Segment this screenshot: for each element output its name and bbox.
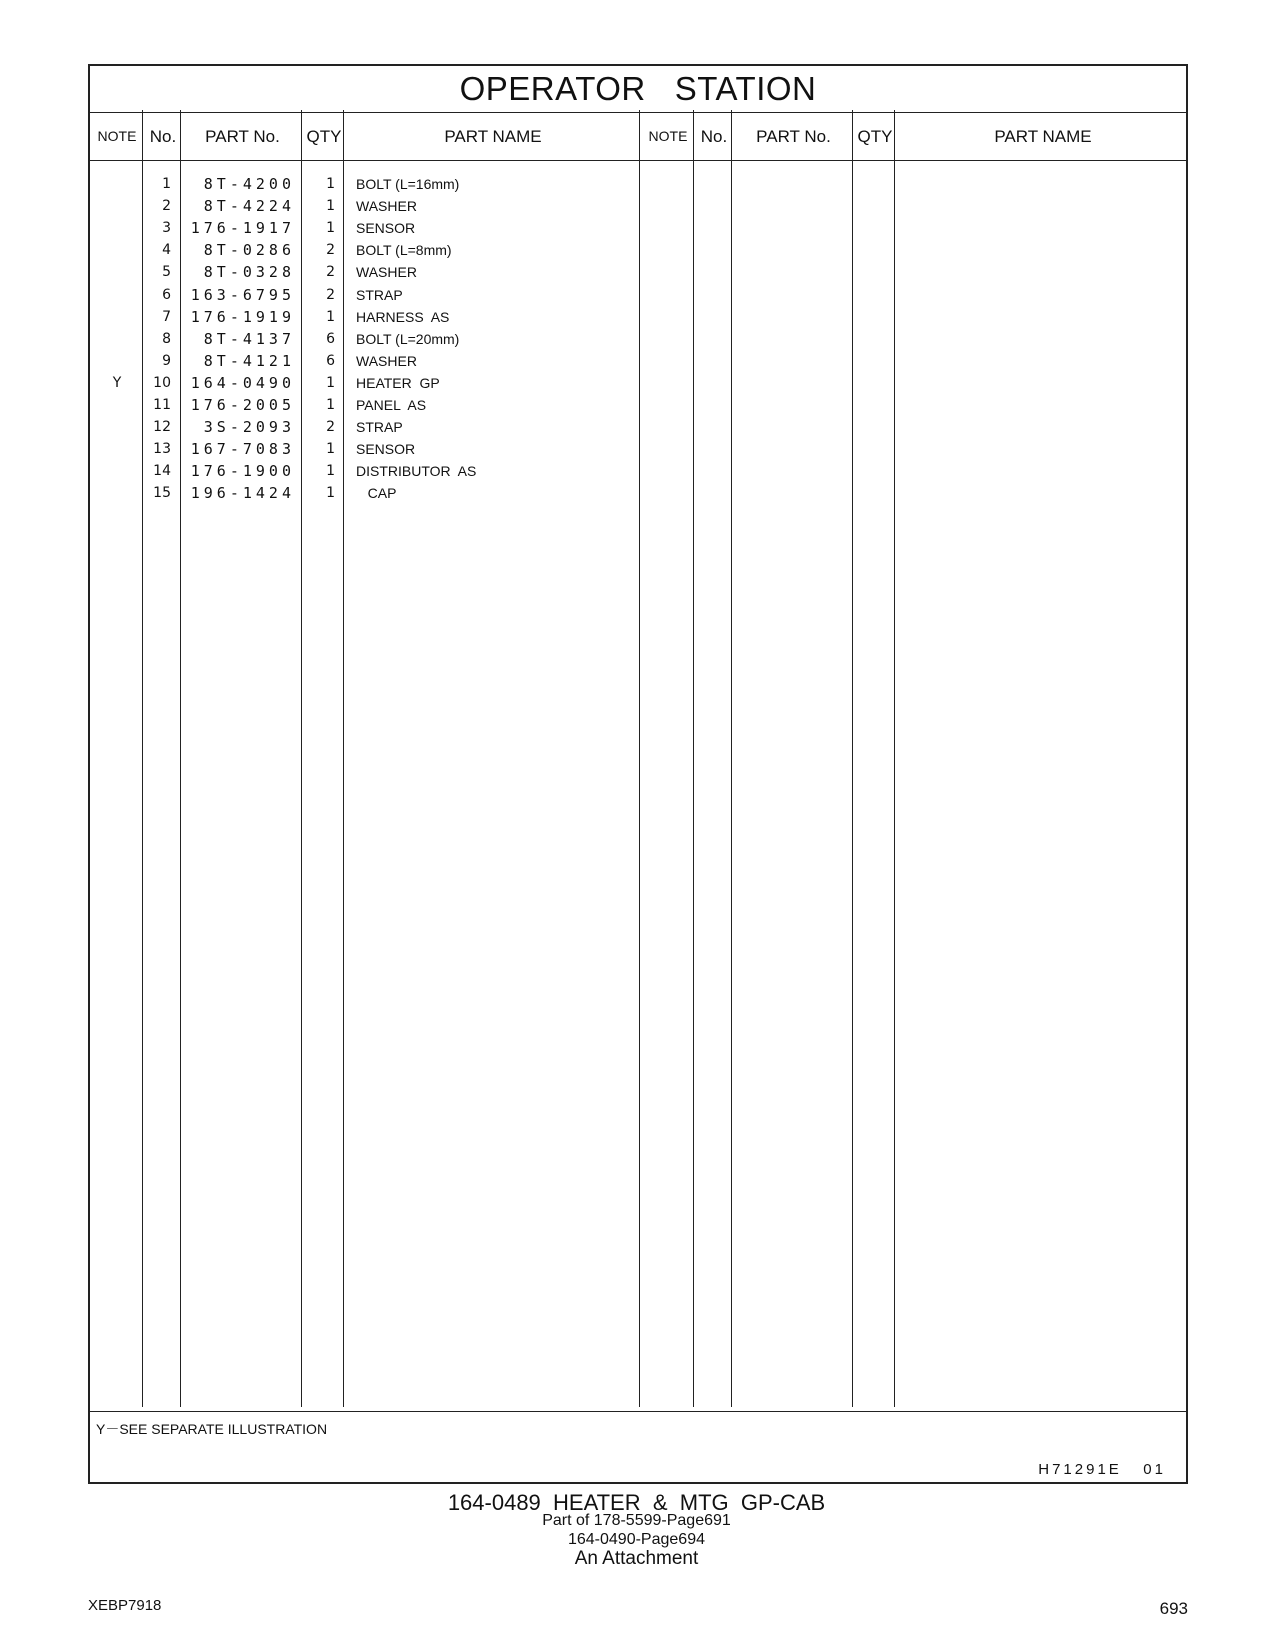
row-number: 5 (162, 264, 171, 281)
page-number: 693 (1159, 1599, 1188, 1618)
row-number: 7 (162, 308, 171, 325)
row-part-name: WASHER (356, 352, 417, 369)
illustration-code: H71291E 01 (1038, 1461, 1166, 1478)
row-part-name: PANEL AS (356, 397, 427, 413)
header-no-left: No. (149, 127, 177, 146)
row-part-number: 3S-2093 (203, 418, 295, 437)
table-row (90, 239, 1190, 262)
row-quantity: 2 (326, 264, 335, 281)
row-part-name: STRAP (356, 419, 403, 436)
table-row (90, 438, 1190, 461)
table-row (90, 306, 1190, 329)
table-row (90, 195, 1190, 218)
row-part-number: 8T-4137 (203, 329, 295, 348)
row-quantity: 2 (326, 242, 335, 259)
divider (142, 110, 143, 1407)
row-number: 10 (153, 374, 171, 391)
row-part-number: 8T-0328 (203, 263, 295, 282)
table-row (90, 350, 1190, 373)
column-header-row (90, 113, 1186, 161)
row-part-name: DISTRIBUTOR AS (356, 463, 477, 480)
group-title: 164-0489 HEATER & MTG GP-CAB (447, 1490, 826, 1515)
row-quantity: 1 (326, 441, 335, 458)
row-part-number: 8T-0286 (203, 241, 295, 260)
row-part-name: SENSOR (356, 441, 416, 458)
row-number: 14 (153, 463, 171, 480)
row-part-name: BOLT (L=8mm) (356, 242, 452, 259)
row-number: 2 (162, 198, 171, 215)
row-part-name: BOLT (L=16mm) (356, 176, 460, 192)
attachment-label: An Attachment (574, 1548, 699, 1569)
table-row (90, 261, 1190, 284)
header-qty-left: QTY (306, 127, 342, 146)
row-number: 15 (153, 485, 171, 502)
row-part-name: WASHER (356, 198, 417, 215)
section-title: OPERATOR STATION (90, 66, 1186, 113)
row-quantity: 1 (326, 308, 335, 325)
row-part-name: CAP (356, 485, 397, 502)
row-number: 9 (162, 352, 171, 369)
parent-reference: Part of 178-5599-Page691 (542, 1512, 731, 1529)
divider (639, 110, 640, 1407)
row-number: 11 (153, 397, 171, 413)
row-part-number: 167-7083 (190, 440, 295, 459)
header-note-left: NOTE (97, 128, 137, 144)
row-quantity: 1 (326, 374, 335, 391)
table-row (90, 482, 1190, 505)
row-quantity: 1 (326, 176, 335, 192)
header-part-name-left: PART NAME (444, 127, 542, 146)
row-quantity: 1 (326, 397, 335, 413)
table-row (90, 460, 1190, 483)
header-no-right: No. (700, 127, 728, 146)
document-id: XEBP7918 (88, 1597, 162, 1614)
row-number: 3 (162, 220, 171, 237)
divider (693, 110, 694, 1407)
row-note: Y (112, 374, 122, 391)
row-quantity: 6 (326, 352, 335, 369)
row-part-number: 176-1919 (190, 307, 295, 326)
divider (180, 110, 181, 1407)
table-row (90, 328, 1190, 351)
table-row (90, 372, 1190, 395)
row-quantity: 6 (326, 330, 335, 347)
row-number: 8 (162, 330, 171, 347)
row-part-number: 8T-4224 (203, 197, 295, 216)
row-part-number: 176-1900 (190, 462, 295, 481)
row-quantity: 1 (326, 463, 335, 480)
row-number: 12 (153, 419, 171, 436)
footnote: Y－SEE SEPARATE ILLUSTRATION (96, 1421, 328, 1437)
row-part-name: HEATER GP (356, 374, 440, 391)
row-part-name: STRAP (356, 286, 403, 303)
header-qty-right: QTY (857, 127, 893, 146)
parts-table-body (90, 161, 1186, 1478)
row-number: 13 (153, 441, 171, 458)
row-part-name: SENSOR (356, 220, 416, 237)
table-row (90, 173, 1190, 196)
divider (852, 110, 853, 1407)
parts-list-sheet (88, 64, 1188, 1484)
child-reference: 164-0490-Page694 (567, 1531, 705, 1548)
row-part-number: 8T-4121 (203, 351, 295, 370)
row-part-number: 164-0490 (190, 373, 295, 392)
header-note-right: NOTE (648, 128, 688, 144)
row-quantity: 2 (326, 286, 335, 303)
row-part-number: 176-2005 (190, 396, 295, 414)
row-part-number: 163-6795 (190, 285, 295, 304)
header-part-name-right: PART NAME (994, 127, 1092, 146)
divider (731, 110, 732, 1407)
row-number: 1 (162, 176, 171, 192)
row-part-number: 196-1424 (190, 484, 295, 503)
header-part-no-right: PART No. (756, 127, 831, 146)
row-part-name: BOLT (L=20mm) (356, 330, 460, 347)
divider (301, 110, 302, 1407)
row-quantity: 2 (326, 419, 335, 436)
table-row (90, 284, 1190, 307)
divider (343, 110, 344, 1407)
row-part-name: WASHER (356, 264, 417, 281)
row-number: 4 (162, 242, 171, 259)
row-part-number: 176-1917 (190, 219, 295, 238)
row-quantity: 1 (326, 220, 335, 237)
row-number: 6 (162, 286, 171, 303)
row-quantity: 1 (326, 485, 335, 502)
table-row (90, 416, 1190, 439)
divider (894, 110, 895, 1407)
row-quantity: 1 (326, 198, 335, 215)
row-part-name: HARNESS AS (356, 308, 450, 325)
table-row (90, 217, 1190, 240)
row-part-number: 8T-4200 (203, 175, 295, 193)
table-row (90, 394, 1190, 417)
header-part-no-left: PART No. (205, 127, 280, 146)
